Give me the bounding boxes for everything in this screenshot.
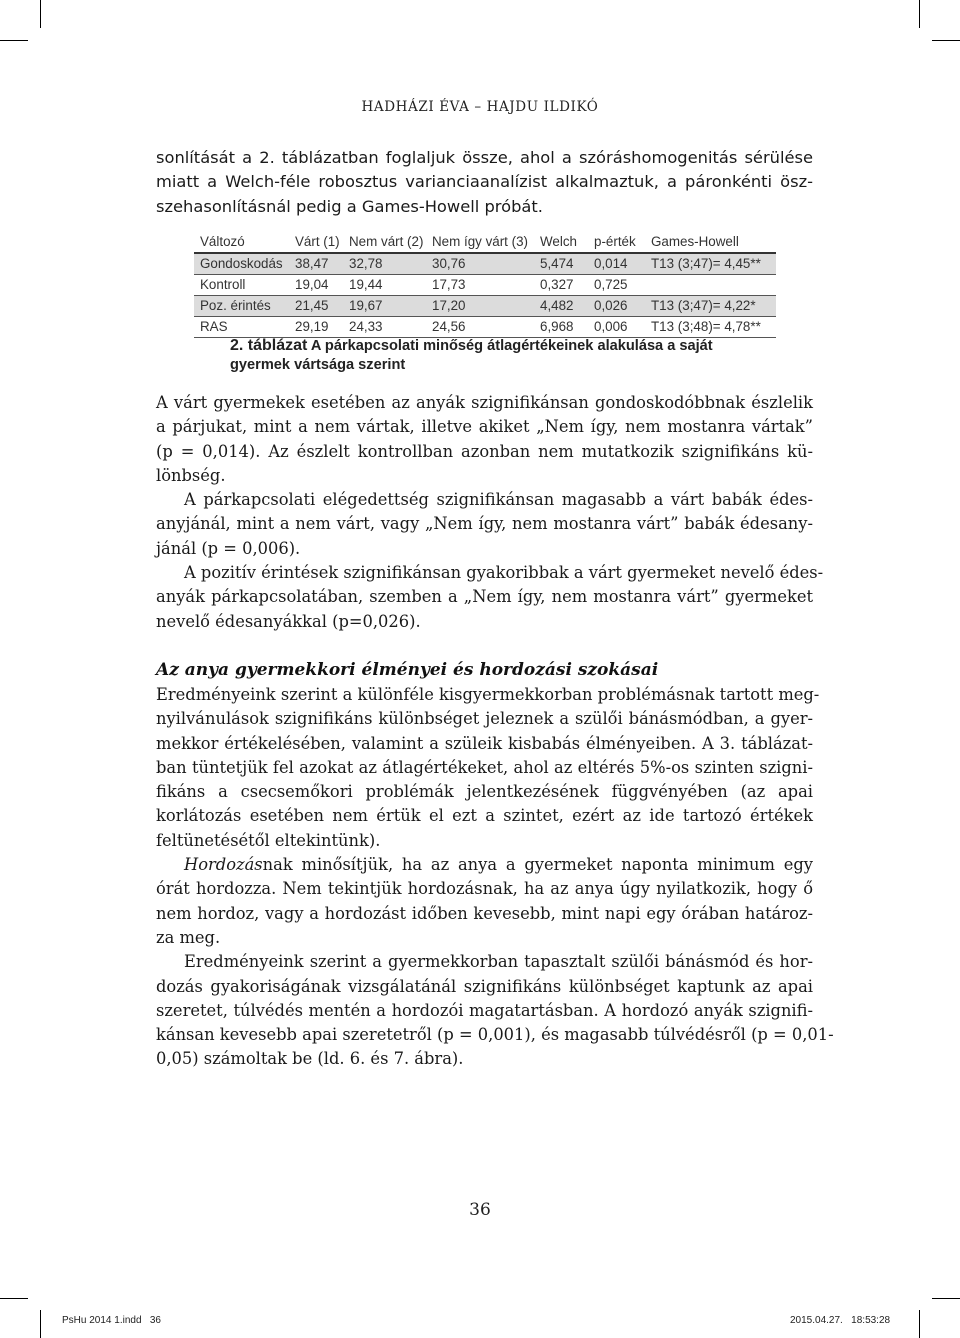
results-table <box>194 232 776 338</box>
text-line: ban tüntetjük fel azokat az átlagértékeket, ahol az eltérés 5%-os szinten szigni- <box>156 757 813 777</box>
table-caption <box>230 336 770 375</box>
text-line: szehasonlításnál pedig a Games-Howell próbát. <box>156 196 543 216</box>
table-cell: T13 (3;47)= 4,22* <box>651 298 756 313</box>
text-line: Eredményeink szerint a különféle kisgyermekkorban problémásnak tartott meg- <box>156 685 820 704</box>
crop-mark-top-left-h <box>0 40 28 41</box>
term-hordozas: Hordozás <box>184 855 263 875</box>
table-row <box>194 296 776 317</box>
column-header: Változó <box>200 234 245 249</box>
table-cell: T13 (3;48)= 4,78** <box>651 319 761 334</box>
table-cell: 32,78 <box>349 256 383 271</box>
text-line: kánsan kevesebb apai szeretetről (p = 0,001), és magasabb túlvédésről (p = 0,01- <box>156 1025 834 1045</box>
table-caption-text: A párkapcsolati minőség átlagértékeinek alakulása a saját <box>307 338 713 354</box>
text-line <box>156 853 813 877</box>
table-cell: Gondoskodás <box>200 256 283 271</box>
column-header: p-érték <box>594 234 636 249</box>
text-line: fikáns a csecsemőkori problémák jelentkezésének függvényében (az apai <box>156 782 813 802</box>
table-cell: 21,45 <box>295 298 329 313</box>
text-line: órát hordozza. Nem tekintjük hordozásnak, ha az anya úgy nyilatkozik, hogy ő <box>156 879 813 899</box>
table-row <box>194 317 776 338</box>
text-line: szeretet, túlvédés mentén a hordozói magatartásban. A hordozó anyák szignifi- <box>156 1000 813 1020</box>
text-line: jánál (p = 0,006). <box>156 538 301 558</box>
crop-mark-bottom-left-h <box>0 1298 28 1299</box>
text-line: nyilvánulások szignifikáns különbséget jeleznek a szülői bánásmódban, a gyer- <box>156 709 813 729</box>
text-line: za meg. <box>156 927 221 947</box>
crop-mark-top-left-v <box>40 0 41 28</box>
table-cell: 0,014 <box>594 256 628 271</box>
text-line: lönbség. <box>156 465 226 485</box>
table-cell: 19,44 <box>349 277 383 292</box>
table-cell: 24,56 <box>432 319 466 334</box>
table-row <box>194 275 776 296</box>
text-line: a párjukat, mint a nem vártak, illetve akiket „Nem így, nem mostanra vártak” <box>156 417 813 437</box>
table-cell: 19,04 <box>295 277 329 292</box>
table-caption-text: gyermek vártsága szerint <box>230 357 406 373</box>
crop-mark-bottom-right-v <box>919 1310 920 1338</box>
column-header: Nem várt (2) <box>349 234 424 249</box>
text-line: A párkapcsolati elégedettség szignifikánsan magasabb a várt babák édes- <box>184 490 813 510</box>
section-paragraphs <box>156 683 834 1072</box>
running-head: HADHÁZI ÉVA – HAJDU ILDIKÓ <box>361 99 599 115</box>
table-cell: 5,474 <box>540 256 574 271</box>
table-cell: 24,33 <box>349 319 383 334</box>
column-header: Várt (1) <box>295 234 340 249</box>
column-header: Nem így várt (3) <box>432 234 528 249</box>
table-cell: 30,76 <box>432 256 466 271</box>
slug-left: PsHu 2014 1.indd 36 <box>62 1315 161 1326</box>
text-line: Eredményeink szerint a gyermekkorban tapasztalt szülői bánásmód és hor- <box>184 952 813 972</box>
table-cell: 38,47 <box>295 256 329 271</box>
text-line: anyák párkapcsolatában, szemben a „Nem így, nem mostanra várt” gyermeket <box>156 587 813 607</box>
table-cell: T13 (3;47)= 4,45** <box>651 256 761 271</box>
text-line: A pozitív érintések szignifikánsan gyakoribbak a várt gyermeket nevelő édes- <box>184 563 824 583</box>
text-line: mekkor értékelésében, valamint a szüleik kisbabás élményeiben. A 3. táblázat- <box>156 733 813 753</box>
table-cell: 17,20 <box>432 298 466 313</box>
page-number: 36 <box>469 1200 491 1220</box>
text-line: feltünetésétől eltekintünk). <box>156 830 381 850</box>
table-cell: 19,67 <box>349 298 383 313</box>
table-cell: 29,19 <box>295 319 329 334</box>
text-line: dozás gyakoriságának vizsgálatánál szignifikáns különbséget kaptunk az apai <box>156 976 813 996</box>
text-line: nem hordoz, vagy a hordozást időben kevesebb, mint napi egy órában határoz- <box>156 903 813 923</box>
table-cell: 4,482 <box>540 298 574 313</box>
table-cell: 0,327 <box>540 277 574 292</box>
text-line: sonlítását a 2. táblázatban foglaljuk össze, ahol a szóráshomogenitás sérülése <box>156 148 813 167</box>
table-row <box>194 254 776 275</box>
text-line: miatt a Welch-féle robosztus varianciaanalízist alkalmaztuk, a páronkénti ösz- <box>156 172 813 192</box>
table-cell: 0,725 <box>594 277 628 292</box>
column-header: Games-Howell <box>651 234 739 249</box>
crop-mark-top-right-v <box>919 0 920 28</box>
text-line: 0,05) számoltak be (ld. 6. és 7. ábra). <box>156 1049 464 1069</box>
crop-mark-bottom-left-v <box>40 1310 41 1338</box>
slug-right: 2015.04.27. 18:53:28 <box>790 1315 891 1326</box>
table-cell: 6,968 <box>540 319 574 334</box>
table-header-row <box>194 232 776 254</box>
column-header: Welch <box>540 234 577 249</box>
text-line: anyjánál, mint a nem várt, vagy „Nem így, nem mostanra várt” babák édesany- <box>156 514 813 534</box>
text-fragment: nak minősítjük, ha az anya a gyermeket naponta minimum egy <box>262 855 813 875</box>
text-line: korlátozás esetében nem értük el ezt a szintet, ezért az ide tartozó értékek <box>156 806 813 826</box>
table-cell: Poz. érintés <box>200 298 271 313</box>
results-paragraphs <box>156 391 824 634</box>
text-line: (p = 0,014). Az észlelt kontrollban azonban nem mutatkozik szignifikáns kü- <box>156 441 813 461</box>
crop-mark-bottom-right-h <box>932 1298 960 1299</box>
text-line: A várt gyermekek esetében az anyák szignifikánsan gondoskodóbbnak észlelik <box>156 393 813 412</box>
table-cell: RAS <box>200 319 228 334</box>
section-heading: Az anya gyermekkori élményei és hordozási szokásai <box>156 660 659 680</box>
table-cell: Kontroll <box>200 277 246 292</box>
crop-mark-top-right-h <box>932 40 960 41</box>
table-caption-label: 2. táblázat <box>230 337 308 354</box>
table-cell: 0,026 <box>594 298 628 313</box>
table-cell: 0,006 <box>594 319 628 334</box>
table-cell: 17,73 <box>432 277 466 292</box>
text-line: nevelő édesanyákkal (p=0,026). <box>156 611 421 631</box>
intro-paragraph <box>156 146 813 219</box>
